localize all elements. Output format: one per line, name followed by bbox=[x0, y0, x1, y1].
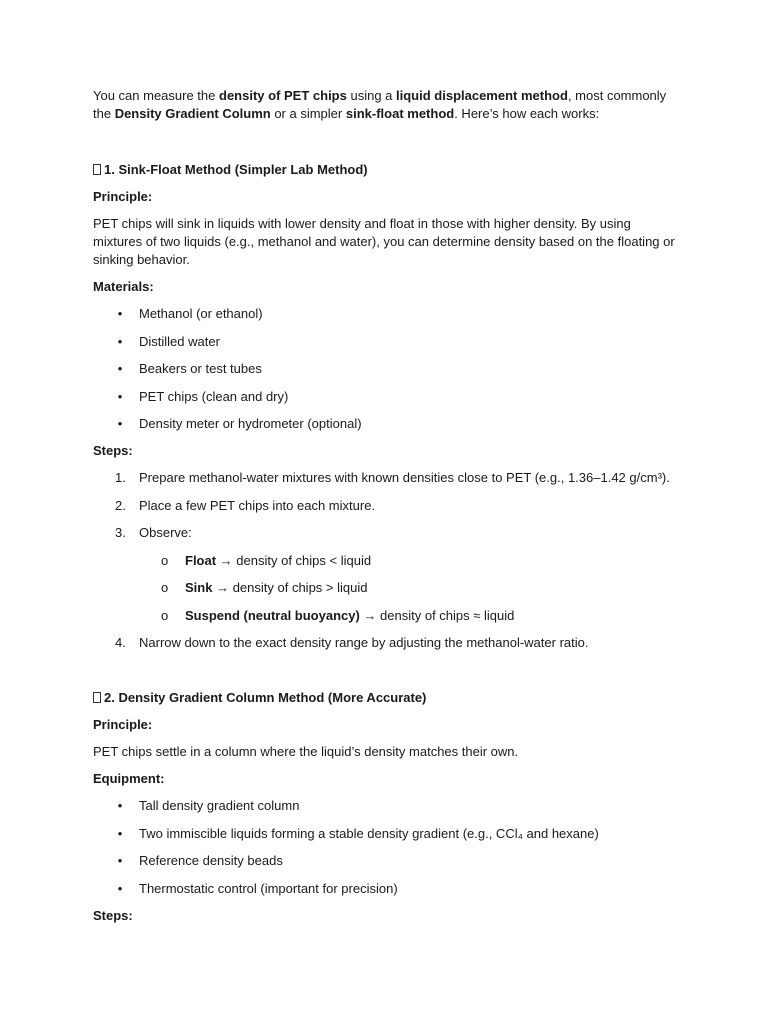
observation-item bbox=[139, 579, 683, 597]
missing-glyph-icon bbox=[93, 692, 101, 703]
intro-paragraph bbox=[93, 87, 683, 123]
bullet-marker: • bbox=[117, 361, 123, 376]
list-item bbox=[93, 825, 683, 843]
list-item-text: Density meter or hydrometer (optional) bbox=[139, 416, 362, 431]
step-number: 3. bbox=[115, 525, 126, 540]
observation-text: → density of chips < liquid bbox=[216, 552, 372, 568]
observation-item bbox=[139, 552, 683, 570]
bullet-marker: • bbox=[117, 798, 123, 813]
step-item bbox=[93, 497, 683, 515]
step-number: 1. bbox=[115, 470, 126, 485]
document-page bbox=[93, 87, 683, 934]
list-item-text: Methanol (or ethanol) bbox=[139, 306, 263, 321]
observation-term: Suspend (neutral buoyancy) bbox=[185, 607, 360, 623]
step-item bbox=[93, 524, 683, 625]
list-item bbox=[93, 360, 683, 378]
step-number: 2. bbox=[115, 497, 126, 513]
list-item bbox=[93, 305, 683, 323]
list-item bbox=[93, 388, 683, 406]
observation-list bbox=[139, 552, 683, 625]
list-item-text: Tall density gradient column bbox=[139, 798, 300, 813]
list-item-text: Two immiscible liquids forming a stable density gradient (e.g., CCl₄ and hexane) bbox=[139, 825, 599, 841]
intro-text: , most commonly the bbox=[93, 88, 667, 121]
bullet-marker: • bbox=[117, 880, 123, 896]
list-item bbox=[93, 852, 683, 870]
principle-label: Principle: bbox=[93, 189, 153, 204]
step-number: 4. bbox=[115, 635, 126, 650]
intro-text: . Here’s how each works: bbox=[454, 106, 600, 121]
step-text: Place a few PET chips into each mixture. bbox=[139, 497, 376, 513]
step-text: Observe: bbox=[139, 525, 192, 540]
intro-emphasis: Density Gradient Column bbox=[114, 106, 271, 121]
intro-emphasis: liquid displacement method bbox=[396, 88, 568, 103]
intro-emphasis: sink-float method bbox=[345, 106, 455, 121]
list-item-text: Beakers or test tubes bbox=[139, 361, 262, 376]
bullet-marker: • bbox=[117, 825, 123, 841]
bullet-marker: • bbox=[117, 416, 123, 431]
list-item-text: Reference density beads bbox=[139, 853, 283, 868]
materials-list bbox=[93, 305, 683, 433]
missing-glyph-icon bbox=[93, 164, 101, 175]
list-item bbox=[93, 797, 683, 815]
list-item bbox=[93, 333, 683, 351]
step-item bbox=[93, 634, 683, 652]
equipment-list bbox=[93, 797, 683, 898]
sub-bullet-marker: o bbox=[161, 580, 169, 595]
steps-list bbox=[93, 469, 683, 652]
section-1-heading bbox=[93, 161, 683, 179]
observation-term: Float bbox=[185, 552, 217, 568]
principle-text: PET chips will sink in liquids with lower density and float in those with higher density. By using mixtures of two liquids (e.g., methanol and water), you can determine density based on the floating or sinking behavior. bbox=[93, 216, 675, 267]
principle-text: PET chips settle in a column where the liquid’s density matches their own. bbox=[93, 744, 519, 759]
section-2-title: 2. Density Gradient Column Method (More Accurate) bbox=[104, 690, 427, 705]
list-item bbox=[93, 415, 683, 433]
intro-text: You can measure the bbox=[93, 88, 219, 103]
materials-label: Materials: bbox=[93, 279, 154, 294]
intro-emphasis: density of PET chips bbox=[219, 88, 347, 103]
step-item bbox=[93, 469, 683, 487]
observation-text: → density of chips ≈ liquid bbox=[359, 607, 515, 623]
bullet-marker: • bbox=[117, 853, 123, 868]
section-1-title: 1. Sink-Float Method (Simpler Lab Method) bbox=[104, 162, 368, 177]
principle-label: Principle: bbox=[93, 717, 153, 732]
section-2-heading bbox=[93, 689, 683, 707]
equipment-label: Equipment: bbox=[93, 771, 165, 786]
observation-item bbox=[139, 607, 683, 625]
intro-text: or a simpler bbox=[270, 106, 346, 121]
sub-bullet-marker: o bbox=[161, 552, 169, 568]
bullet-marker: • bbox=[117, 306, 123, 321]
steps-label: Steps: bbox=[93, 907, 133, 923]
observation-text: → density of chips > liquid bbox=[212, 580, 368, 595]
observation-term: Sink bbox=[185, 580, 213, 595]
intro-text: using a bbox=[346, 88, 397, 103]
list-item bbox=[93, 880, 683, 898]
step-text: Narrow down to the exact density range by adjusting the methanol-water ratio. bbox=[139, 635, 589, 650]
list-item-text: Thermostatic control (important for precision) bbox=[139, 880, 398, 896]
sub-bullet-marker: o bbox=[161, 607, 169, 623]
list-item-text: PET chips (clean and dry) bbox=[139, 388, 289, 404]
bullet-marker: • bbox=[117, 388, 123, 404]
list-item-text: Distilled water bbox=[139, 333, 220, 349]
steps-label: Steps: bbox=[93, 443, 133, 458]
bullet-marker: • bbox=[117, 333, 123, 349]
step-text: Prepare methanol-water mixtures with known densities close to PET (e.g., 1.36–1.42 g/cm³). bbox=[139, 470, 670, 485]
